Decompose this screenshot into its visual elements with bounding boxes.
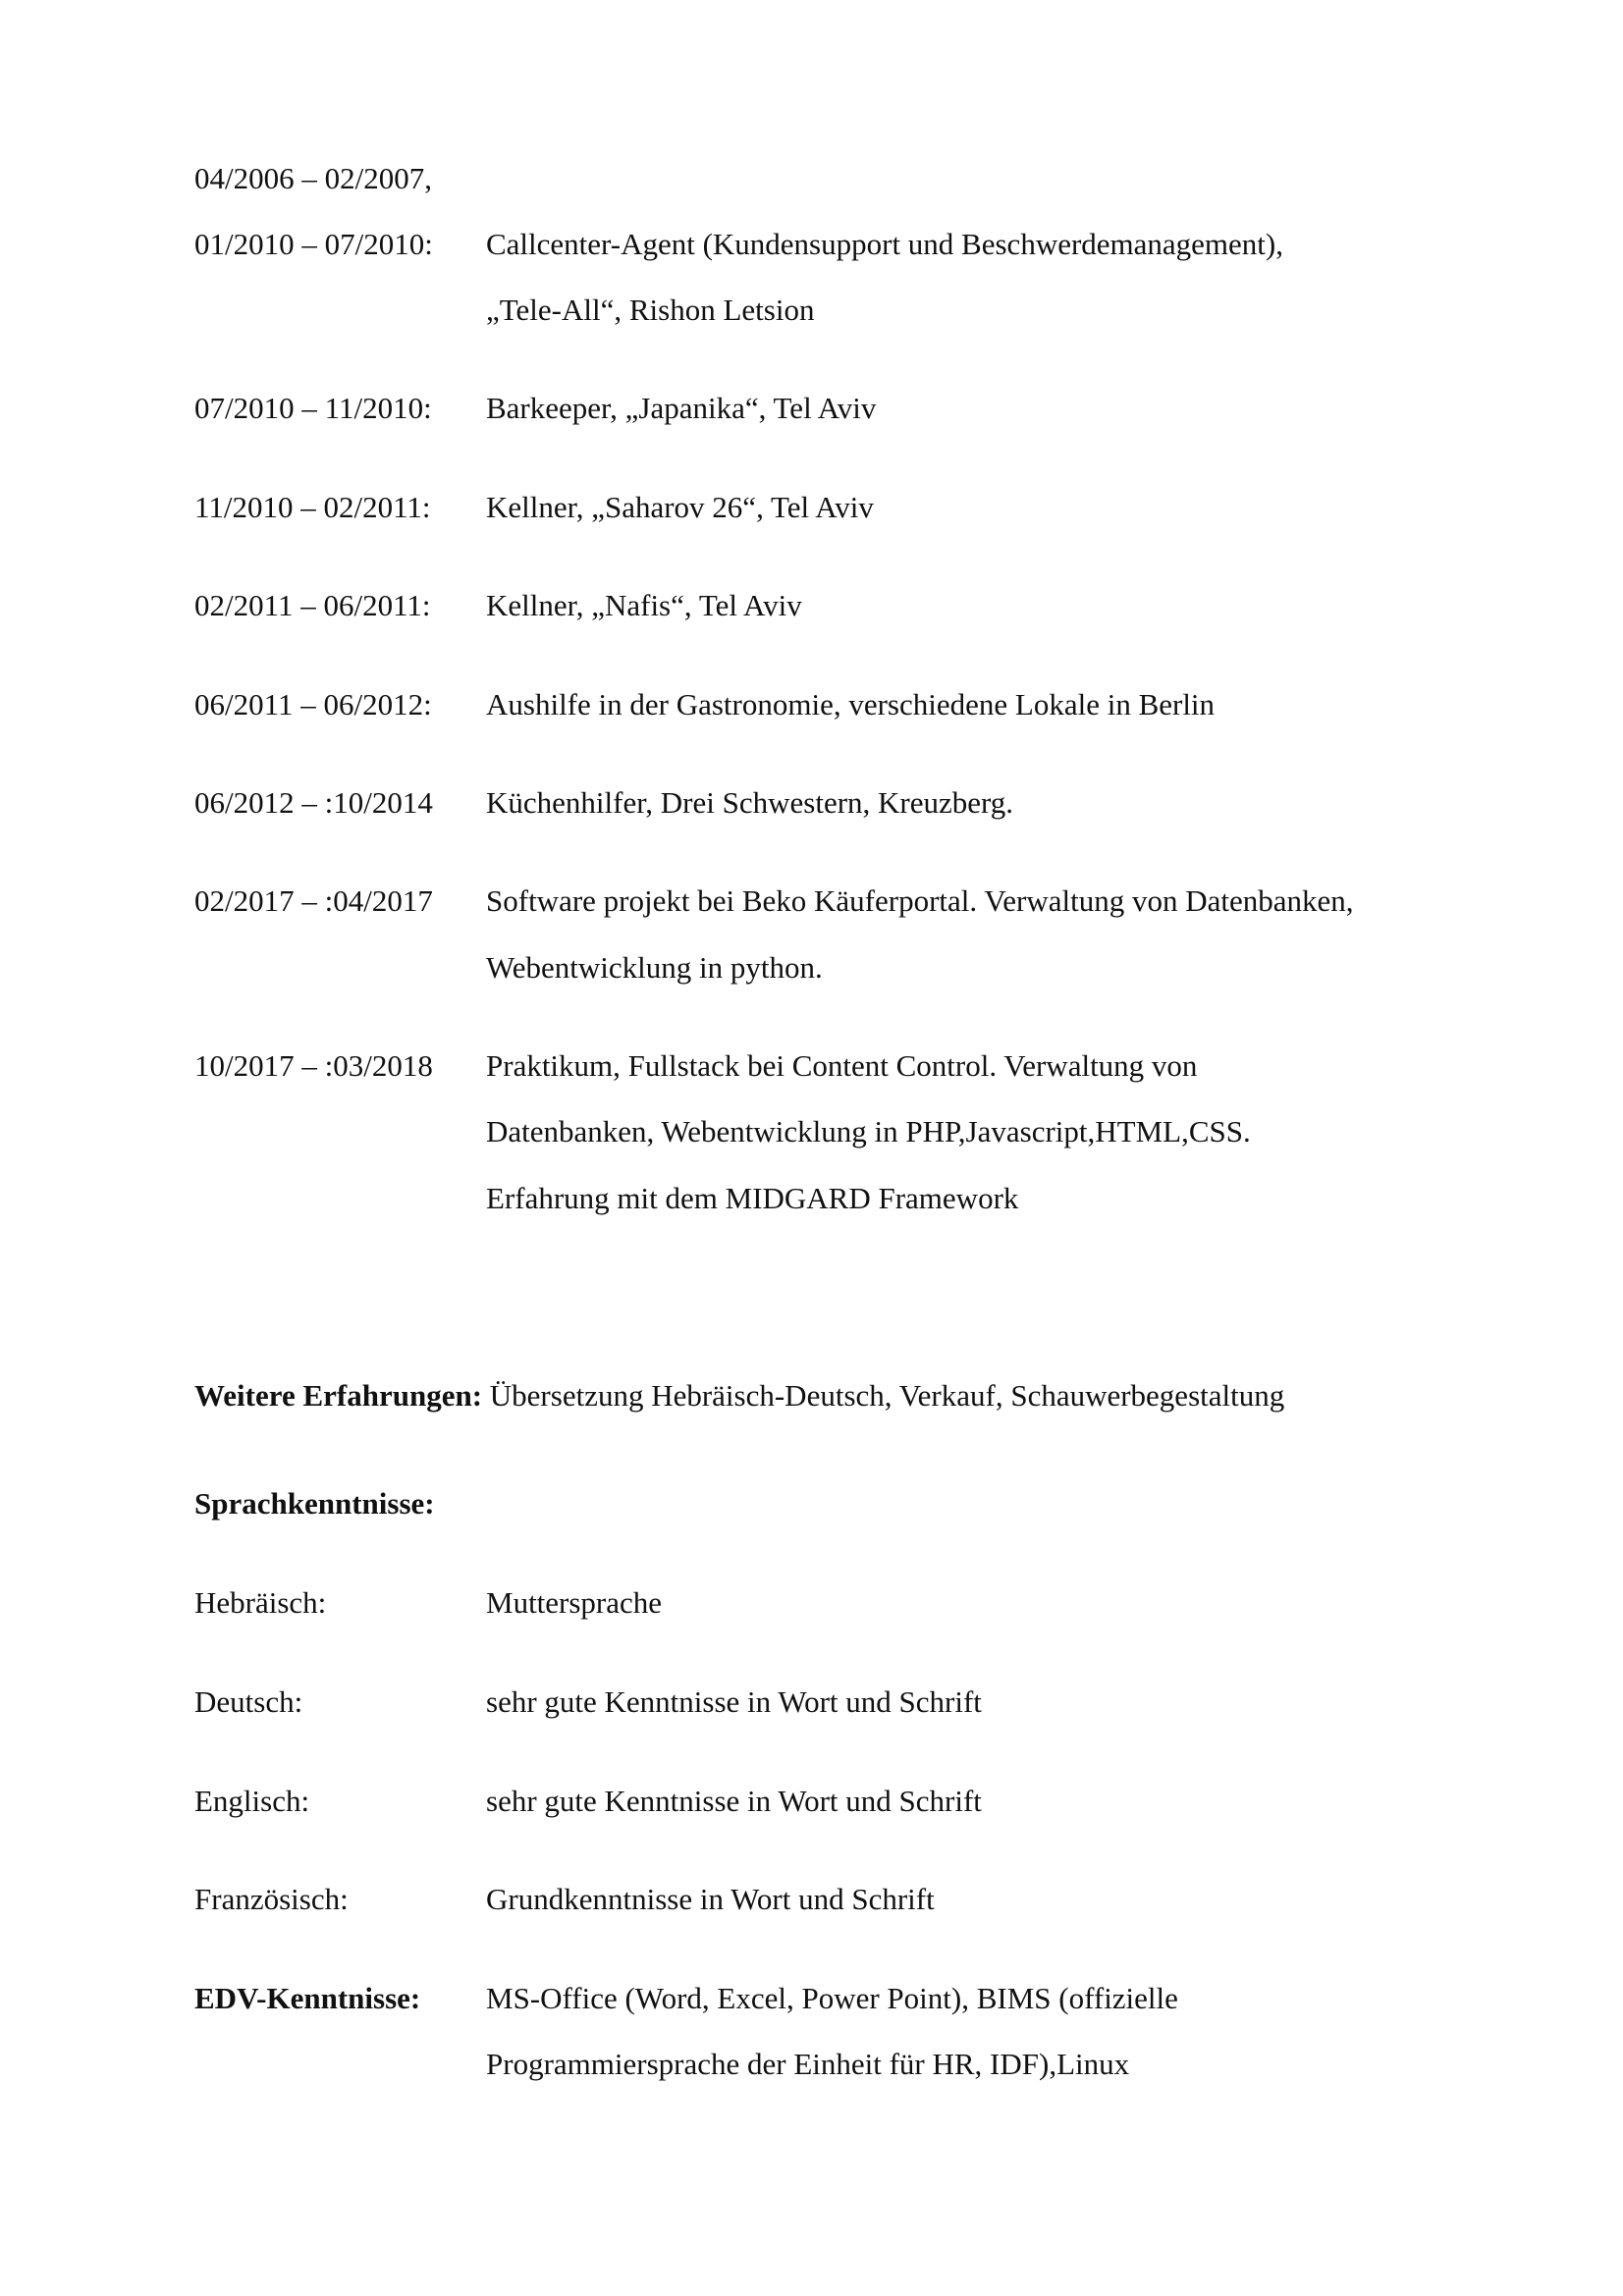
experience-description: Praktikum, Fullstack bei Content Control. Verwaltung von: [486, 1048, 1198, 1083]
language-level: Muttersprache: [486, 1585, 663, 1620]
experience-description: Erfahrung mit dem MIDGARD Framework: [486, 1181, 1019, 1215]
language-level: sehr gute Kenntnisse in Wort und Schrift: [486, 1784, 982, 1818]
language-level: Grundkenntnisse in Wort und Schrift: [486, 1882, 935, 1916]
language-level: sehr gute Kenntnisse in Wort und Schrift: [486, 1684, 982, 1719]
experience-date: 06/2011 – 06/2012:: [194, 687, 432, 721]
experience-description: Kellner, „Saharov 26“, Tel Aviv: [486, 490, 874, 524]
experience-date: 02/2017 – :04/2017: [194, 883, 433, 918]
languages-heading: Sprachkenntnisse:: [194, 1486, 435, 1521]
experience-description: Callcenter-Agent (Kundensupport und Beschwerdemanagement),: [486, 227, 1283, 261]
experience-date: 06/2012 – :10/2014: [194, 785, 433, 820]
language-name: Hebräisch:: [194, 1585, 327, 1620]
experience-description: Küchenhilfer, Drei Schwestern, Kreuzberg.: [486, 785, 1014, 820]
further-experience-label: Weitere Erfahrungen:: [194, 1378, 483, 1413]
experience-date: 10/2017 – :03/2018: [194, 1048, 433, 1083]
experience-description: Datenbanken, Webentwicklung in PHP,Javascript,HTML,CSS.: [486, 1114, 1251, 1148]
experience-description: Barkeeper, „Japanika“, Tel Aviv: [486, 391, 877, 425]
experience-date: 11/2010 – 02/2011:: [194, 490, 431, 524]
it-skills-label: EDV-Kenntnisse:: [194, 1981, 421, 2015]
experience-description: Aushilfe in der Gastronomie, verschiedene Lokale in Berlin: [486, 687, 1216, 721]
further-experience-text: Übersetzung Hebräisch-Deutsch, Verkauf, Schauwerbegestaltung: [482, 1378, 1285, 1413]
experience-date: 07/2010 – 11/2010:: [194, 391, 432, 425]
experience-date: 02/2011 – 06/2011:: [194, 588, 431, 622]
it-skills-text: Programmiersprache der Einheit für HR, IDF),Linux: [486, 2047, 1130, 2081]
experience-description: Software projekt bei Beko Käuferportal. Verwaltung von Datenbanken,: [486, 883, 1354, 918]
experience-description: Kellner, „Nafis“, Tel Aviv: [486, 588, 802, 622]
language-name: Englisch:: [194, 1784, 310, 1818]
further-experience: [194, 1380, 1284, 1411]
experience-description: Webentwicklung in python.: [486, 950, 823, 985]
experience-date: 01/2010 – 07/2010:: [194, 227, 433, 261]
it-skills-text: MS-Office (Word, Excel, Power Point), BIMS (offizielle: [486, 1981, 1178, 2015]
experience-description: „Tele-All“, Rishon Letsion: [486, 293, 815, 327]
language-name: Französisch:: [194, 1882, 349, 1916]
experience-date: 04/2006 – 02/2007,: [194, 161, 432, 195]
language-name: Deutsch:: [194, 1684, 303, 1719]
